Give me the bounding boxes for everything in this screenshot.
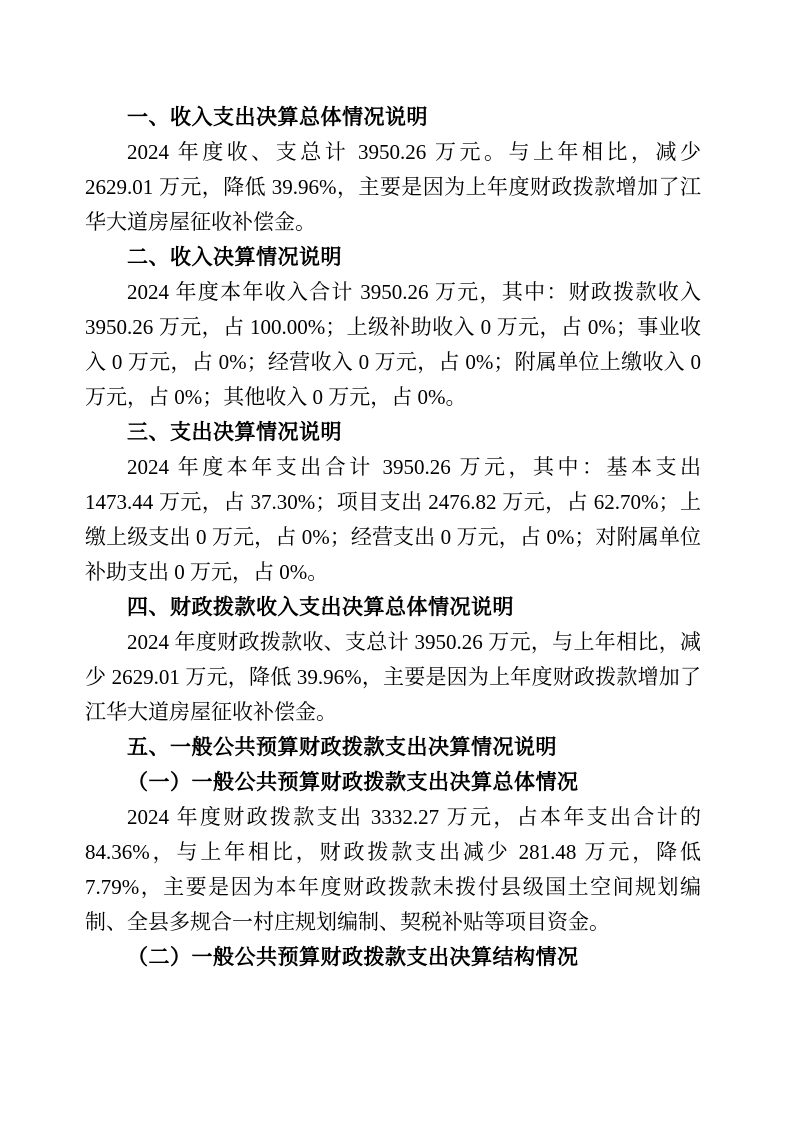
section-5-subheading-2: （二）一般公共预算财政拨款支出决算结构情况 <box>127 946 579 969</box>
section-4-paragraph: 2024 年度财政拨款收、支总计 3950.26 万元，与上年相比，减少 2629.01 万元，降低 39.96%，主要是因为上年度财政拨款增加了江华大道房屋征收补偿金。 <box>85 630 701 724</box>
section-5-subheading-1: （一）一般公共预算财政拨款支出决算总体情况 <box>127 771 579 794</box>
section-5-paragraph-1: 2024 年度财政拨款支出 3332.27 万元，占本年支出合计的 84.36%，与上年相比，财政拨款支出减少 281.48 万元，降低 7.79%，主要是因为本年度财政拨款未拨付县级国土空间规划编制、全县多规合一村庄规划编制、契税补贴等项目资金。 <box>85 805 701 934</box>
section-2-paragraph: 2024 年度本年收入合计 3950.26 万元，其中：财政拨款收入 3950.26 万元，占 100.00%；上级补助收入 0 万元，占 0%；事业收入 0 万元，占 0%；经营收入 0 万元，占 0%；附属单位上缴收入 0 万元，占 0%；其他收入 0 万元，占 0%。 <box>85 280 701 409</box>
section-5-heading: 五、一般公共预算财政拨款支出决算情况说明 <box>127 736 557 759</box>
section-1-paragraph: 2024 年度收、支总计 3950.26 万元。与上年相比，减少 2629.01 万元，降低 39.96%，主要是因为上年度财政拨款增加了江华大道房屋征收补偿金。 <box>85 140 701 234</box>
section-1-heading: 一、收入支出决算总体情况说明 <box>127 106 428 129</box>
section-3-heading: 三、支出决算情况说明 <box>127 421 342 444</box>
section-2-heading: 二、收入决算情况说明 <box>127 246 342 269</box>
section-4-heading: 四、财政拨款收入支出决算总体情况说明 <box>127 596 514 619</box>
section-3-paragraph: 2024 年度本年支出合计 3950.26 万元，其中：基本支出 1473.44 万元，占 37.30%；项目支出 2476.82 万元，占 62.70%；上缴上级支出 0 万元，占 0%；经营支出 0 万元，占 0%；对附属单位补助支出 0 万元，占 0%。 <box>85 455 701 584</box>
